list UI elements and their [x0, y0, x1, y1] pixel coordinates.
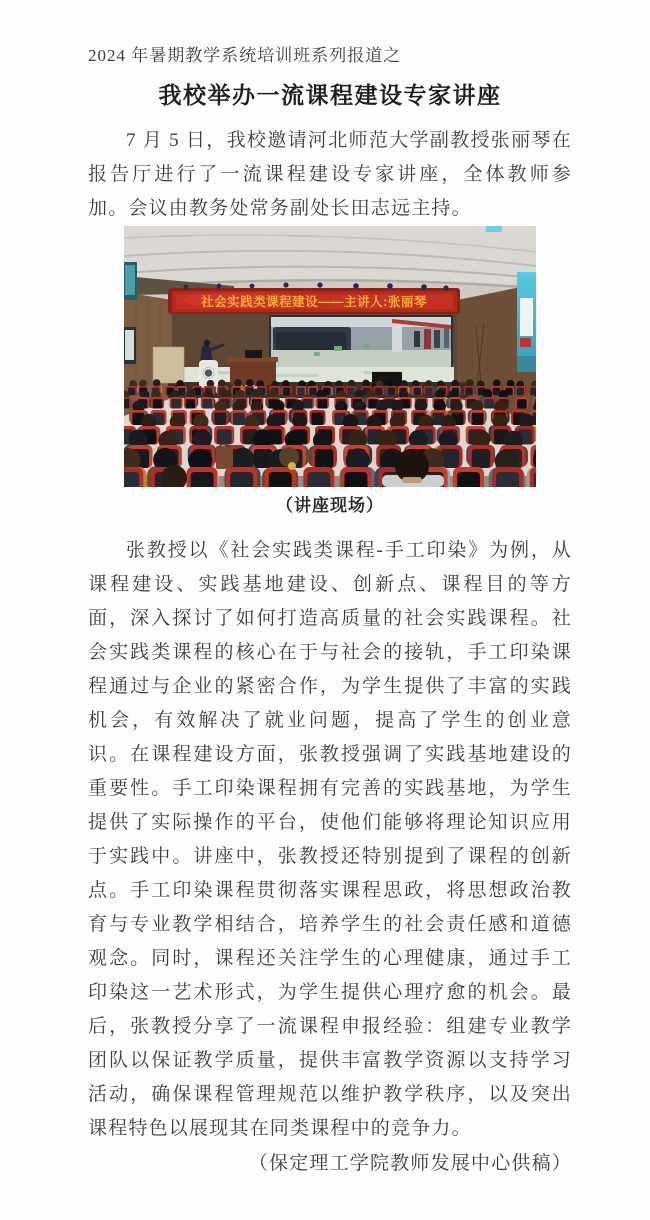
- article-title: 我校举办一流课程建设专家讲座: [158, 82, 502, 108]
- right-edge-screen: [517, 272, 536, 372]
- projection-screen: [269, 315, 453, 369]
- stage-door: [153, 347, 184, 383]
- photo-caption: （讲座现场）: [276, 496, 384, 515]
- series-heading: 2024 年暑期教学系统培训班系列报道之: [88, 46, 402, 65]
- lecture-hall-photo: [124, 226, 536, 487]
- paragraph-intro: 7 月 5 日，我校邀请河北师范大学副教授张丽琴在报告厅进行了一流课程建设专家讲座，全体教师参加。会议由教务处常务副处长田志远主持。: [88, 130, 572, 219]
- paragraph-body: 张教授以《社会实践类课程-手工印染》为例，从课程建设、实践基地建设、创新点、课程目的等方面，深入探讨了如何打造高质量的社会实践课程。社会实践类课程的核心在于与社会的接轨，手工印染课程通过与企业的紧密合作，为学生提供了丰富的实践机会，有效解决了就业问题，提高了学生的创业意识。在课程建设方面，张教授强调了实践基地建设的重要性。手工印染课程拥有完善的实践基地，为学生提供了实际操作的平台，使他们能够将理论知识应用于实践中。讲座中，张教授还特别提到了课程的创新点。手工印染课程贯彻落实课程思政，将思想政治教育与专业教学相结合，培养学生的社会责任感和道德观念。同时，课程还关注学生的心理健康，通过手工印染这一艺术形式，为学生提供心理疗愈的机会。最后，张教授分享了一流课程申报经验：组建专业教学团队以保证教学质量，提供丰富教学资源以支持学习活动，确保课程管理规范以维护教学秩序，以及突出课程特色以展现其在同类课程中的竞争力。: [88, 540, 572, 1139]
- attribution-line: （保定理工学院教师发展中心供稿）: [248, 1153, 572, 1174]
- led-banner-text: 社会实践类课程建设——主讲人:张丽琴: [201, 295, 427, 309]
- lecture-photo-figure: [88, 226, 572, 518]
